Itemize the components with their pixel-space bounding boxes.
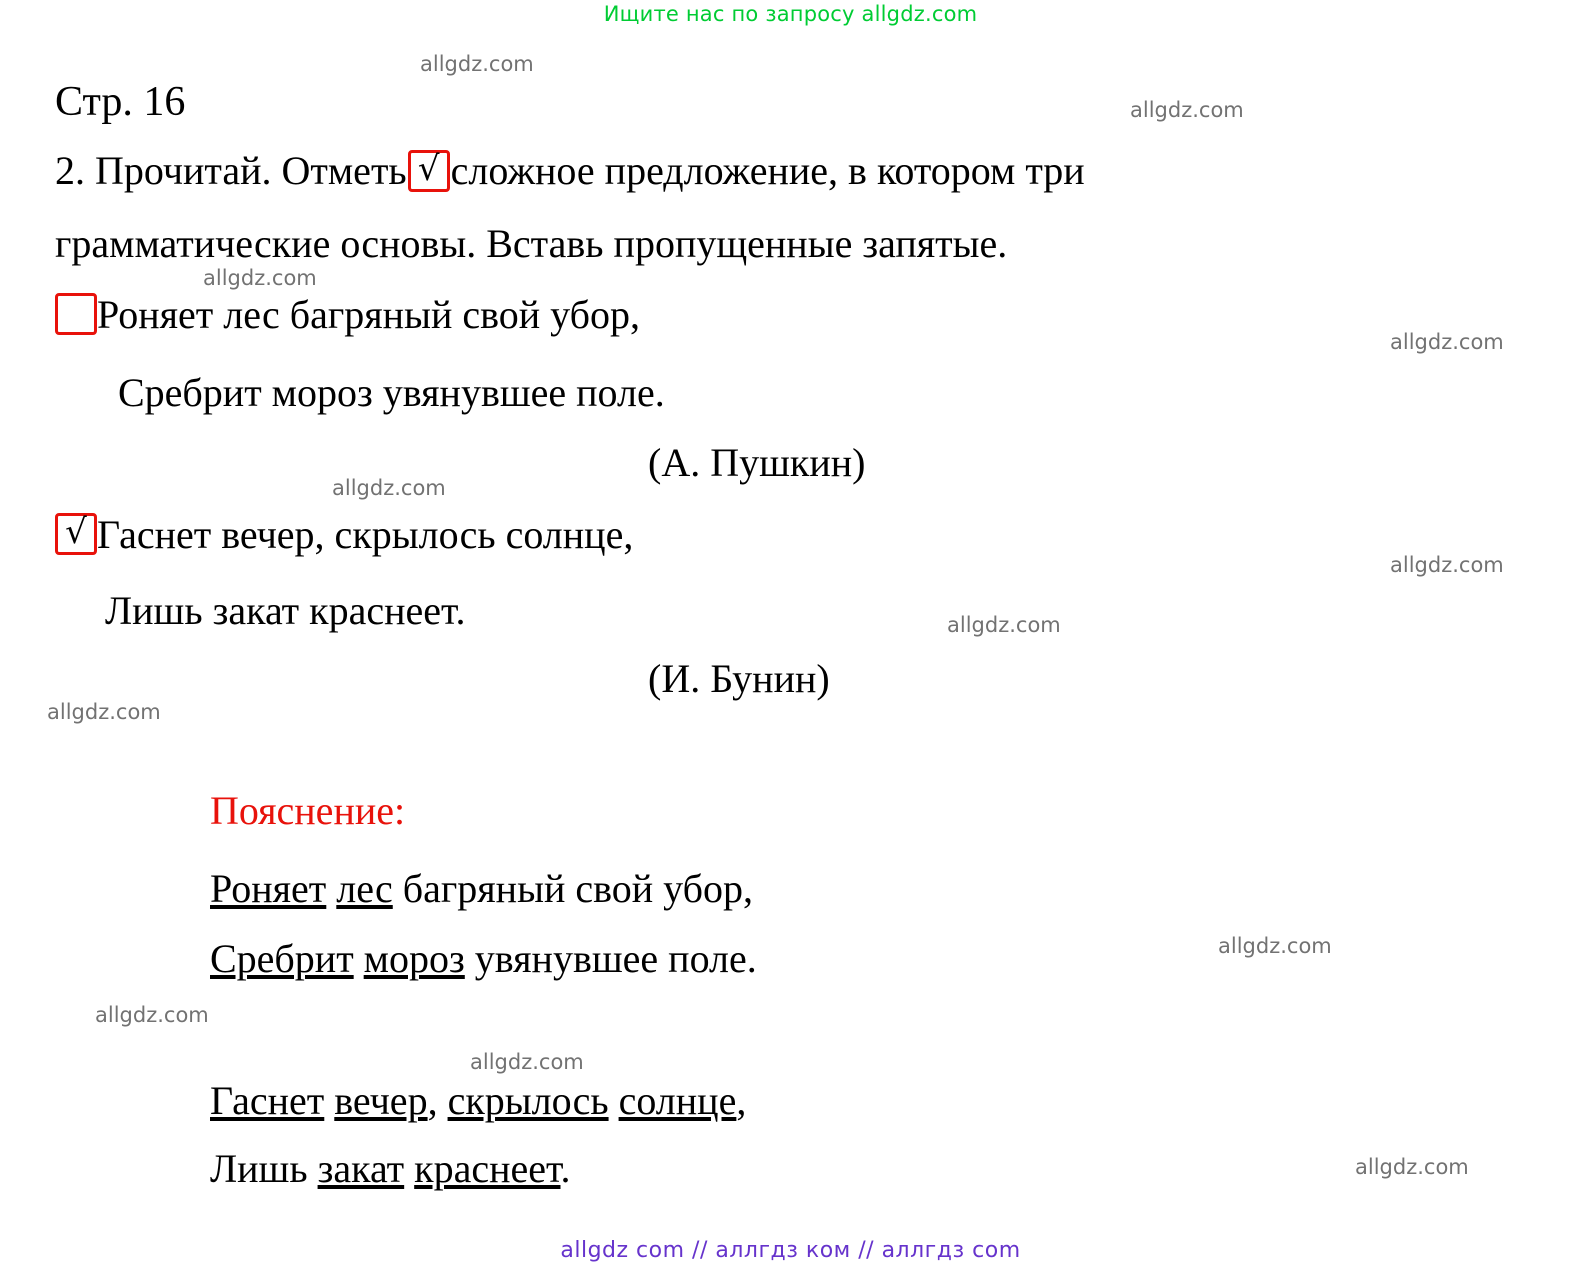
explanation-4-part-1: Лишь xyxy=(210,1146,318,1191)
inline-checkmark-box-icon xyxy=(408,150,450,192)
explanation-line-2 xyxy=(210,932,757,986)
explanation-3-part-8: , xyxy=(736,1078,747,1123)
explanation-line-3 xyxy=(210,1074,746,1128)
task-text-before-box: 2. Прочитай. Отметь xyxy=(55,148,407,193)
task-instruction-line2: грамматические основы. Вставь пропущенные запятые. xyxy=(55,221,1008,266)
explanation-2-part-2 xyxy=(354,936,364,981)
explanation-3-part-7: солнце xyxy=(618,1078,737,1123)
option-2-checkbox[interactable] xyxy=(55,513,97,555)
watermark-10: allgdz.com xyxy=(95,1003,209,1027)
check-mark-icon: √ xyxy=(65,511,87,552)
watermark-5: allgdz.com xyxy=(332,476,446,500)
option-1-line1 xyxy=(55,288,640,342)
explanation-line-4 xyxy=(210,1142,571,1196)
explanation-3-part-1: Гаснет xyxy=(210,1078,325,1123)
watermark-8: allgdz.com xyxy=(47,700,161,724)
explanation-2-part-1: Сребрит xyxy=(210,936,354,981)
watermark-2: allgdz.com xyxy=(1130,98,1244,122)
explanation-3-part-4: , xyxy=(427,1078,448,1123)
option-1-text: Роняет лес багряный свой убор, xyxy=(97,292,640,337)
option-1-author: (А. Пушкин) xyxy=(648,440,866,485)
watermark-11: allgdz.com xyxy=(470,1050,584,1074)
promo-banner: Ищите нас по запросу allgdz.com xyxy=(603,2,978,26)
explanation-1-part-3: лес xyxy=(336,866,393,911)
option-2-line1 xyxy=(55,508,633,562)
option-1-checkbox[interactable] xyxy=(55,293,97,335)
watermark-1: allgdz.com xyxy=(420,52,534,76)
explanation-3-part-5: скрылось xyxy=(447,1078,609,1123)
watermark-3: allgdz.com xyxy=(203,266,317,290)
explanation-1-part-1: Роняет xyxy=(210,866,327,911)
check-mark-icon: √ xyxy=(417,148,440,189)
footer-text: allgdz com // аллгдз ком // аллгдз com xyxy=(560,1238,1021,1263)
explanation-3-part-3: вечер xyxy=(334,1078,428,1123)
explanation-4-part-2: закат xyxy=(317,1146,405,1191)
page-number: Стр. 16 xyxy=(55,79,186,125)
watermark-6: allgdz.com xyxy=(1390,553,1504,577)
watermark-12: allgdz.com xyxy=(1355,1155,1469,1179)
watermark-9: allgdz.com xyxy=(1218,934,1332,958)
explanation-4-part-3 xyxy=(404,1146,414,1191)
task-instruction-line1 xyxy=(55,142,1495,200)
task-text-after-box: сложное предложение, в котором три xyxy=(450,148,1085,193)
watermark-4: allgdz.com xyxy=(1390,330,1504,354)
explanation-1-part-2 xyxy=(326,866,336,911)
explanation-3-part-6 xyxy=(609,1078,619,1123)
explanation-3-part-2 xyxy=(324,1078,334,1123)
explanation-4-part-5: . xyxy=(560,1146,571,1191)
explanation-2-part-4: увянувшее поле. xyxy=(464,936,757,981)
option-2-text: Гаснет вечер, скрылось солнце, xyxy=(97,512,634,557)
explanation-title: Пояснение: xyxy=(210,788,406,833)
explanation-4-part-4: краснеет xyxy=(414,1146,561,1191)
explanation-1-part-4: багряный свой убор, xyxy=(392,866,753,911)
option-1-line2: Сребрит мороз увянувшее поле. xyxy=(118,370,665,415)
explanation-2-part-3: мороз xyxy=(363,936,465,981)
option-2-line2: Лишь закат краснеет. xyxy=(105,588,466,633)
watermark-7: allgdz.com xyxy=(947,613,1061,637)
option-2-author: (И. Бунин) xyxy=(648,656,830,701)
explanation-line-1 xyxy=(210,862,753,916)
